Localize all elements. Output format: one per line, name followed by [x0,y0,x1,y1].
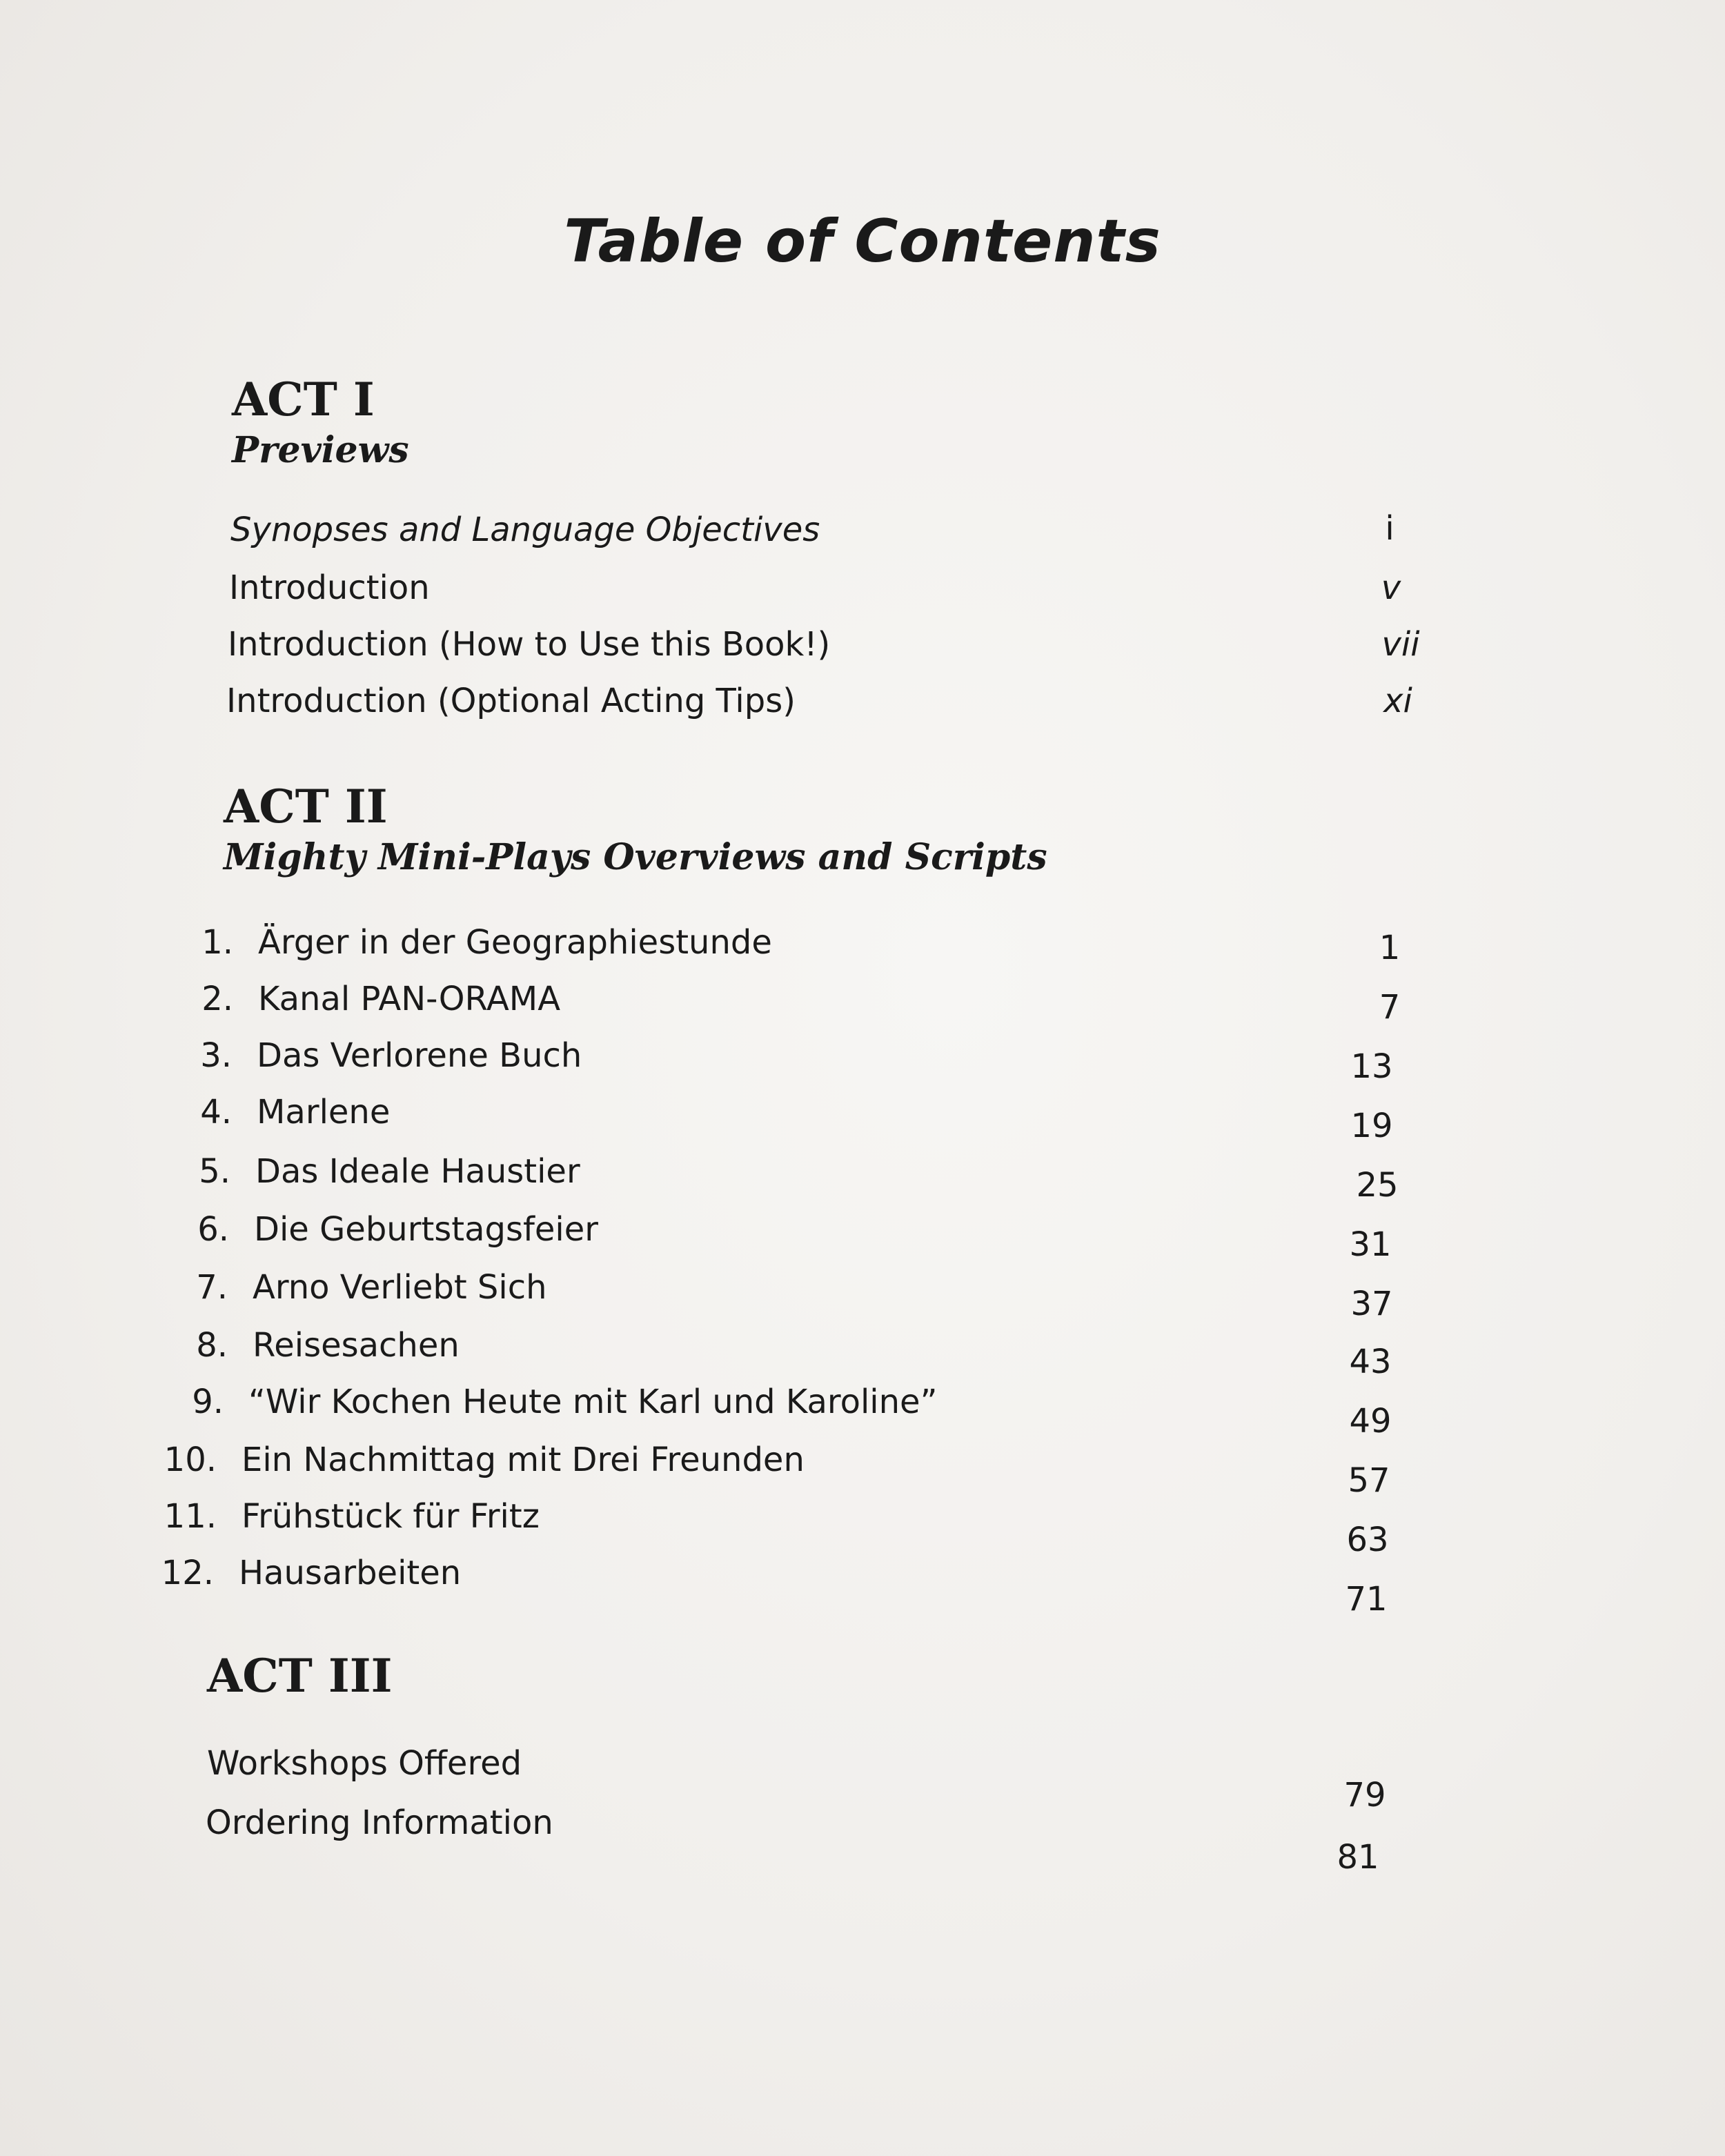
entry-label: Hausarbeiten [239,1554,462,1592]
entry-label: Die Geburtstagsfeier [254,1210,599,1249]
toc-entry-play-3 [171,1036,582,1075]
toc-page-play-7: 37 [1350,1285,1393,1323]
entry-number: 11. [164,1497,217,1536]
act1-subtitle: Previews [232,429,409,471]
entry-label: Ein Nachmittag mit Drei Freunden [241,1441,805,1479]
toc-page-play-9: 49 [1349,1402,1392,1441]
toc-entry-introduction-how-to: Introduction (How to Use this Book!) [228,625,831,664]
toc-entry-play-4 [171,1093,390,1131]
toc-page-play-10: 57 [1348,1461,1390,1500]
toc-entry-play-12 [153,1554,461,1592]
act2-heading: ACT II [224,780,388,833]
toc-page-workshops: 79 [1343,1776,1386,1814]
toc-entry-play-1 [172,923,772,962]
toc-page-play-1: 1 [1379,929,1401,967]
toc-entry-play-2 [172,980,560,1018]
toc-page-play-5: 25 [1356,1166,1399,1205]
entry-number: 3. [200,1036,232,1075]
toc-entry-play-6 [168,1210,598,1249]
entry-label: Reisesachen [253,1326,460,1365]
toc-entry-synopses: Synopses and Language Objectives [230,511,820,549]
entry-number: 4. [200,1093,232,1131]
entry-label: Marlene [257,1093,391,1131]
entry-number: 9. [192,1383,224,1421]
toc-entry-introduction: Introduction [229,568,430,607]
entry-number: 1. [201,923,233,962]
entry-number: 5. [199,1152,230,1191]
entry-number: 8. [196,1326,228,1365]
entry-label: Das Verlorene Buch [257,1036,582,1075]
toc-entry-play-9 [163,1383,937,1421]
entry-label: Arno Verliebt Sich [253,1268,547,1307]
entry-label: Kanal PAN-ORAMA [258,980,561,1018]
toc-page-play-8: 43 [1349,1343,1392,1381]
toc-entry-play-10 [156,1441,805,1479]
toc-entry-introduction-acting-tips: Introduction (Optional Acting Tips) [226,682,796,720]
toc-entry-play-7 [167,1268,547,1307]
toc-page-play-3: 13 [1350,1047,1393,1086]
toc-page-play-11: 63 [1346,1521,1389,1559]
act2-subtitle: Mighty Mini-Plays Overviews and Scripts [224,836,1047,878]
entry-label: Ärger in der Geographiestunde [258,923,772,962]
act1-heading: ACT I [232,373,375,426]
toc-page-introduction-acting-tips: xi [1383,682,1412,720]
entry-number: 2. [201,980,233,1018]
entry-label: “Wir Kochen Heute mit Karl und Karoline” [248,1383,938,1421]
toc-page-introduction: v [1381,568,1401,607]
toc-entry-play-11 [156,1497,540,1536]
toc-page-play-2: 7 [1379,988,1401,1027]
toc-page-introduction-how-to: vii [1381,625,1420,664]
toc-page-play-12: 71 [1345,1580,1388,1619]
toc-page-play-6: 31 [1349,1225,1392,1264]
page-title: Table of Contents [564,207,1161,276]
act3-heading: ACT III [207,1649,393,1703]
toc-page-ordering: 81 [1337,1838,1379,1877]
toc-entry-workshops: Workshops Offered [207,1744,522,1783]
toc-page-synopses: i [1385,509,1394,548]
entry-number: 7. [196,1268,228,1307]
entry-label: Frühstück für Fritz [241,1497,540,1536]
toc-entry-play-5 [170,1152,580,1191]
entry-number: 12. [161,1554,214,1592]
toc-entry-play-8 [167,1326,460,1365]
entry-label: Das Ideale Haustier [255,1152,580,1191]
entry-number: 10. [164,1441,217,1479]
toc-page-play-4: 19 [1350,1107,1393,1145]
entry-number: 6. [197,1210,229,1249]
toc-entry-ordering: Ordering Information [206,1803,553,1842]
